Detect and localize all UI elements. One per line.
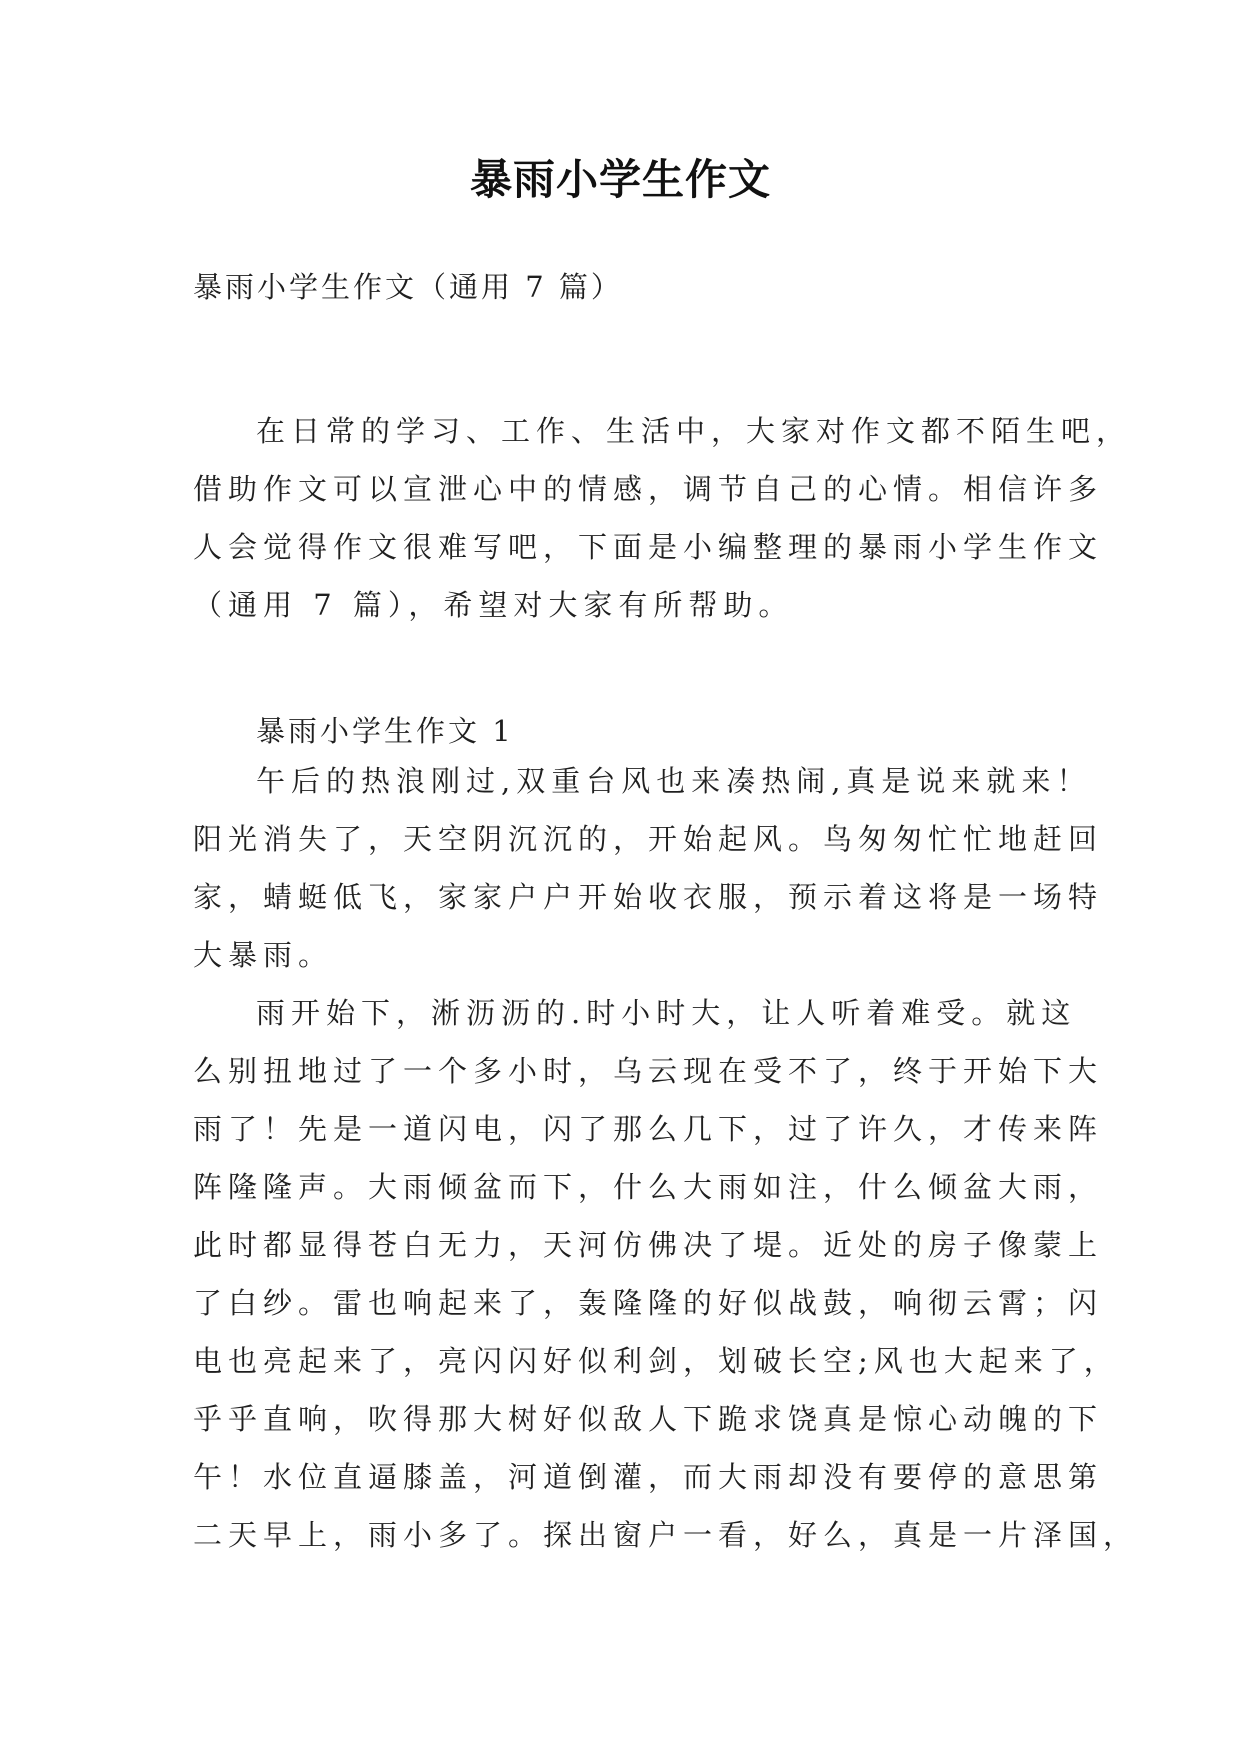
document-subtitle: 暴雨小学生作文（通用 7 篇） bbox=[193, 270, 623, 304]
intro-paragraph bbox=[193, 402, 1132, 634]
essay-line: 午！水位直逼膝盖，河道倒灌，而大雨却没有要停的意思第 bbox=[193, 1460, 1104, 1494]
essay-line: 么别扭地过了一个多小时，乌云现在受不了，终于开始下大 bbox=[193, 1054, 1104, 1088]
essay-line: 阳光消失了，天空阴沉沉的，开始起风。鸟匆匆忙忙地赶回 bbox=[193, 822, 1104, 856]
intro-line: 在日常的学习、工作、生活中，大家对作文都不陌生吧， bbox=[256, 414, 1132, 448]
essay-paragraph-2 bbox=[193, 984, 1139, 1564]
essay-line: 乎乎直响，吹得那大树好似敌人下跪求饶真是惊心动魄的下 bbox=[193, 1402, 1104, 1436]
essay-line: 午后的热浪刚过,双重台风也来凑热闹,真是说来就来！ bbox=[256, 764, 1092, 798]
essay-paragraph-1 bbox=[193, 752, 1104, 984]
essay-line: 二天早上，雨小多了。探出窗户一看，好么，真是一片泽国， bbox=[193, 1518, 1139, 1552]
document-title: 暴雨小学生作文 bbox=[469, 155, 771, 204]
essay-line: 此时都显得苍白无力，天河仿佛决了堤。近处的房子像蒙上 bbox=[193, 1228, 1104, 1262]
essay-line: 大暴雨。 bbox=[193, 938, 334, 972]
essay-line: 了白纱。雷也响起来了，轰隆隆的好似战鼓，响彻云霄；闪 bbox=[193, 1286, 1104, 1320]
essay-line: 雨开始下，淅沥沥的.时小时大，让人听着难受。就这 bbox=[256, 996, 1077, 1030]
intro-line: （通用 7 篇），希望对大家有所帮助。 bbox=[193, 588, 794, 622]
essay-line: 雨了！先是一道闪电，闪了那么几下，过了许久，才传来阵 bbox=[193, 1112, 1104, 1146]
section-heading: 暴雨小学生作文 1 bbox=[256, 714, 514, 748]
essay-line: 阵隆隆声。大雨倾盆而下，什么大雨如注，什么倾盆大雨， bbox=[193, 1170, 1104, 1204]
intro-line: 借助作文可以宣泄心中的情感，调节自己的心情。相信许多 bbox=[193, 472, 1104, 506]
essay-body bbox=[193, 752, 1139, 1564]
essay-line: 家，蜻蜓低飞，家家户户开始收衣服，预示着这将是一场特 bbox=[193, 880, 1104, 914]
intro-line: 人会觉得作文很难写吧，下面是小编整理的暴雨小学生作文 bbox=[193, 530, 1104, 564]
essay-line: 电也亮起来了，亮闪闪好似利剑，划破长空;风也大起来了， bbox=[193, 1344, 1119, 1378]
